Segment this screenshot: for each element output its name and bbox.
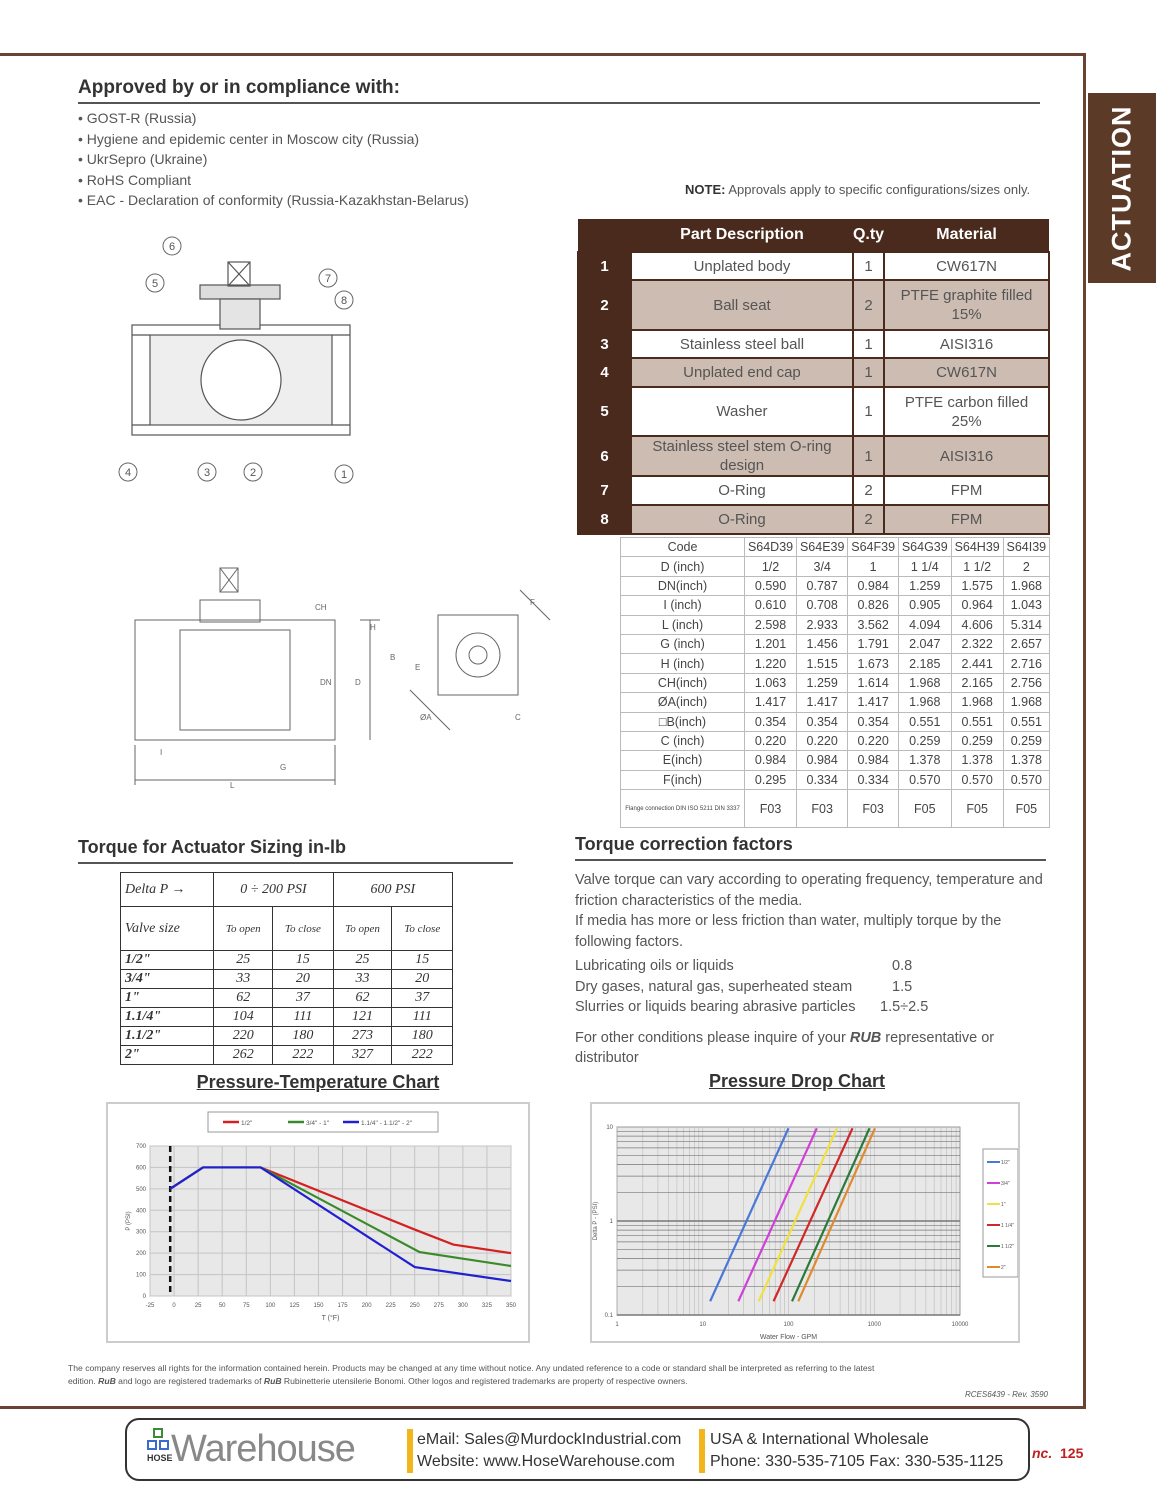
table-row: E(inch) 0.984 0.984 0.984 1.378 1.378 1.378 [621, 751, 1050, 770]
table-row: Flange connection DIN ISO 5211 DIN 3337 F03 F03 F03 F05 F05 F05 [621, 790, 1050, 828]
table-row: □B(inch) 0.354 0.354 0.354 0.551 0.551 0.551 [621, 712, 1050, 731]
dimension-label: ØA [420, 713, 432, 722]
phone-text: Phone: 330-535-7105 Fax: 330-535-1125 [710, 1453, 1004, 1470]
divider [78, 102, 1040, 104]
x-tick-label: 10000 [951, 1322, 969, 1328]
legend-label: 1.1/4" - 1.1/2" - 2" [361, 1120, 413, 1127]
x-tick-label: 300 [457, 1303, 468, 1309]
table-row: 1" 62 37 62 37 [121, 989, 453, 1008]
callout-number: 5 [151, 278, 159, 290]
x-tick-label: 100 [265, 1303, 276, 1309]
table-row: L (inch) 2.598 2.933 3.562 4.094 4.606 5.314 [621, 615, 1050, 634]
accent-bar [699, 1429, 705, 1473]
x-tick-label: 275 [433, 1303, 444, 1309]
y-tick-label: 500 [135, 1186, 146, 1193]
table-row: 4 Unplated end cap 1 CW617N [578, 358, 1049, 387]
legend-label: 1/2" [1001, 1160, 1010, 1166]
callout-number: 7 [324, 273, 332, 285]
dimension-label: CH [315, 603, 327, 612]
correction-title: Torque correction factors [575, 834, 793, 854]
approvals-title: Approved by or in compliance with: [78, 77, 400, 98]
table-row: ØA(inch) 1.417 1.417 1.417 1.968 1.968 1.968 [621, 693, 1050, 712]
legend-label: 2" [1001, 1265, 1006, 1271]
y-tick-label: 600 [135, 1165, 146, 1172]
correction-factor: Dry gases, natural gas, superheated steam 1.5 [575, 978, 913, 995]
table-row: C (inch) 0.220 0.220 0.220 0.259 0.259 0.259 [621, 731, 1050, 750]
table-row: 1 Unplated body 1 CW617N [578, 252, 1049, 280]
x-tick-label: 1 [615, 1322, 619, 1328]
y-tick-label: 0 [142, 1294, 146, 1300]
parts-table: Part Description Q.ty Material 1 Unplated body 1 CW617N 2 Ball seat 2 PTFE graphite filled 15% 3 Stainless steel ball 1 AISI316 4 Unplated end cap 1 CW617N 5 Washer 1 PTFE carbon filled 25% 6 Stainless steel stem O-ring design 1 AISI316 7 O-Ring 2 FPM 8 O-Ring 2 FPM [577, 219, 1050, 535]
x-tick-label: 1000 [867, 1322, 881, 1328]
x-tick-label: 175 [337, 1303, 348, 1309]
x-tick-label: 250 [409, 1303, 420, 1309]
approvals-note: NOTE: Approvals apply to specific configurations/sizes only. [685, 182, 1031, 197]
table-row: H (inch) 1.220 1.515 1.673 2.185 2.441 2.716 [621, 654, 1050, 673]
approval-item: • RoHS Compliant [78, 171, 192, 188]
logo-icon: HOSE [147, 1428, 169, 1472]
approval-item: • GOST-R (Russia) [78, 110, 197, 126]
divider [575, 859, 1046, 861]
dimension-label: F [530, 598, 535, 607]
y-tick-label: 10 [606, 1125, 613, 1131]
pt-chart-title: Pressure-Temperature Chart [196, 1072, 440, 1092]
dimension-label: B [390, 653, 396, 662]
table-header-row: Valve size To open To close To open To close [121, 907, 453, 951]
approval-item: • UkrSepro (Ukraine) [78, 151, 208, 167]
dimension-label: G [280, 763, 287, 772]
table-row: 2" 262 222 327 222 [121, 1046, 453, 1065]
pd-chart-title: Pressure Drop Chart [708, 1071, 886, 1091]
callout-number: 8 [340, 295, 348, 307]
x-tick-label: 50 [218, 1303, 226, 1309]
table-row: 3/4" 33 20 33 20 [121, 970, 453, 989]
x-tick-label: 100 [783, 1322, 794, 1328]
table-row: DN(inch) 0.590 0.787 0.984 1.259 1.575 1.968 [621, 576, 1050, 595]
x-tick-label: 200 [361, 1303, 372, 1309]
callout-number: 3 [203, 467, 211, 479]
dimension-label: H [370, 623, 376, 632]
y-tick-label: 1 [609, 1219, 613, 1225]
callout-number: 2 [249, 467, 257, 479]
valve-dimension-drawing [120, 560, 560, 790]
y-tick-label: 0.1 [604, 1313, 613, 1319]
approval-item: • EAC - Declaration of conformity (Russia-Kazakhstan-Belarus) [78, 192, 469, 208]
divider [78, 862, 513, 864]
legend-label: 1 1/2" [1001, 1244, 1014, 1250]
accent-bar [407, 1429, 413, 1473]
dimension-label: I [160, 748, 163, 757]
x-tick-label: 25 [194, 1303, 202, 1309]
x-tick-label: -25 [145, 1303, 155, 1309]
table-row: 1.1/2" 220 180 273 180 [121, 1027, 453, 1046]
logo-text: Warehouse [171, 1428, 355, 1470]
table-header-row: Delta P → 0 ÷ 200 PSI 600 PSI [121, 873, 453, 907]
table-row: 1/2" 25 15 25 15 [121, 951, 453, 970]
page-number: nc. 125 [1032, 1445, 1084, 1461]
dimension-label: DN [320, 678, 332, 687]
y-tick-label: 300 [135, 1229, 146, 1236]
x-tick-label: 10 [699, 1322, 707, 1328]
y-axis-label: P (PSI) [126, 1211, 132, 1231]
correction-text: Valve torque can vary according to operating frequency, temperature and friction characteristics of the media. If media has more or less friction than water, multiply torque by the following factors. Lubricating oils or liquids 0.8 Dry gases, natural gas, superheated steam 1.5 Slurries or liquids bearing abrasive particles 1.5÷2.5 For other conditions please inquire of your RUB representative or distributor [575, 870, 1050, 1069]
legend-label: 1 1/4" [1001, 1223, 1014, 1229]
pressure-drop-chart [590, 1102, 1020, 1343]
y-tick-label: 700 [135, 1144, 146, 1150]
callout-number: 6 [168, 241, 176, 253]
table-row: Code S64D39 S64E39 S64F39 S64G39 S64H39 S64I39 [621, 538, 1050, 557]
table-row: 8 O-Ring 2 FPM [578, 505, 1049, 534]
footer-banner [125, 1418, 1030, 1481]
y-axis-label: Delta P - (PSI) [593, 1201, 599, 1241]
callout-number: 4 [124, 467, 132, 479]
legend [983, 1149, 1018, 1277]
x-axis-label: Water Flow - GPM [759, 1334, 818, 1341]
y-tick-label: 200 [135, 1251, 146, 1258]
disclaimer: The company reserves all rights for the information contained herein. Products may be changed at any time without notice. Any undated reference to a code or standard shall be interpreted as referring to the latest edition. RuB and logo are registered trademarks of RuB Rubinetterie utensilerie Bonomi. Other logos and registered trademarks are property of respective owners. RCES6439 - Rev. 3590 [68, 1363, 1048, 1399]
dimension-label: E [415, 663, 421, 672]
x-axis-label: T (°F) [321, 1315, 340, 1322]
dimensions-table [620, 537, 1050, 828]
callout-number: 1 [340, 469, 348, 481]
pressure-temperature-chart [106, 1102, 530, 1343]
x-tick-label: 75 [242, 1303, 250, 1309]
correction-factor: Slurries or liquids bearing abrasive particles 1.5÷2.5 [575, 999, 929, 1015]
torque-title: Torque for Actuator Sizing in-lb [78, 837, 346, 857]
x-tick-label: 225 [385, 1303, 396, 1309]
table-row: 3 Stainless steel ball 1 AISI316 [578, 330, 1049, 358]
x-tick-label: 150 [313, 1303, 324, 1309]
x-tick-label: 325 [481, 1303, 492, 1309]
legend-label: 3/4" - 1" [306, 1120, 330, 1127]
table-row: F(inch) 0.295 0.334 0.334 0.570 0.570 0.570 [621, 770, 1050, 789]
y-tick-label: 100 [135, 1272, 146, 1279]
table-row: 5 Washer 1 PTFE carbon filled 25% [578, 387, 1049, 436]
email-link[interactable]: eMail: Sales@MurdockIndustrial.com [417, 1431, 682, 1448]
legend-label: 1/2" [241, 1120, 253, 1127]
table-row: I (inch) 0.610 0.708 0.826 0.905 0.964 1.043 [621, 596, 1050, 615]
x-tick-label: 125 [289, 1303, 300, 1309]
torque-table [120, 872, 453, 1065]
table-row: G (inch) 1.201 1.456 1.791 2.047 2.322 2.657 [621, 634, 1050, 653]
approval-item: • Hygiene and epidemic center in Moscow city (Russia) [78, 130, 420, 147]
valve-section-drawing [110, 230, 370, 495]
x-tick-label: 0 [172, 1303, 176, 1309]
y-tick-label: 400 [135, 1208, 146, 1215]
table-row: D (inch) 1/2 3/4 1 1 1/4 1 1/2 2 [621, 557, 1050, 576]
section-tab-actuation: ACTUATION [1088, 93, 1156, 283]
table-row: 1.1/4" 104 111 121 111 [121, 1008, 453, 1027]
x-tick-label: 350 [505, 1303, 517, 1309]
approvals-list [78, 108, 469, 211]
legend-label: 3/4" [1001, 1181, 1010, 1187]
wholesale-text: USA & International Wholesale [710, 1431, 929, 1448]
table-row: 6 Stainless steel stem O-ring design 1 AISI316 [578, 436, 1049, 476]
correction-factor: Lubricating oils or liquids 0.8 [575, 958, 913, 974]
dimension-label: C [515, 713, 521, 722]
website-link[interactable]: Website: www.HoseWarehouse.com [417, 1453, 675, 1470]
dimension-label: L [230, 781, 235, 790]
table-row: 2 Ball seat 2 PTFE graphite filled 15% [578, 280, 1049, 330]
legend-label: 1" [1001, 1202, 1006, 1208]
table-row: CH(inch) 1.063 1.259 1.614 1.968 2.165 2.756 [621, 673, 1050, 692]
dimension-label: D [355, 678, 361, 687]
table-row: 7 O-Ring 2 FPM [578, 476, 1049, 505]
